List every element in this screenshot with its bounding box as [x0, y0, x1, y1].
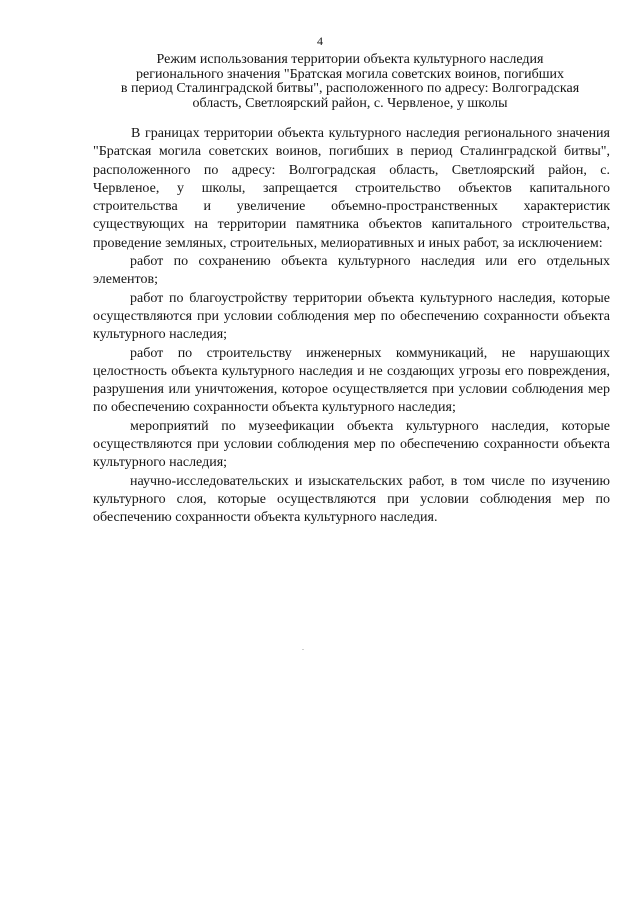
title-line: Режим использования территории объекта культурного наследия — [156, 52, 544, 67]
exception-item: работ по благоустройству территории объекта культурного наследия, которые осуществляются при условии соблюдения мер по обеспечению сохранности объекта культурного наследия; — [93, 290, 610, 343]
scan-speck — [302, 649, 304, 650]
document-title — [100, 53, 600, 111]
title-line: в период Сталинградской битвы", расположенного по адресу: Волгоградская — [120, 81, 580, 96]
document-body — [93, 125, 610, 528]
title-line: регионального значения "Братская могила советских воинов, погибших — [135, 66, 565, 82]
body-paragraph: В границах территории объекта культурного наследия регионального значения "Братская могила советских воинов, погибших в период Сталинградской битвы", расположенного по адресу: Волгоградская область, Светлоярский район, с. Червленое, у школы, запрещается строительство объектов капитального строительства и увеличение объемно-пространственных характеристик существующих на территории памятника объектов капитального строительства, проведение земляных, строительных, мелиоративных и иных работ, за исключением: — [93, 126, 610, 251]
exception-item: работ по строительству инженерных коммуникаций, не нарушающих целостность объекта культурного наследия и не создающих угрозы его повреждения, разрушения или уничтожения, которое осуществляется при условии соблюдения мер по обеспечению сохранности объекта культурного наследия; — [93, 345, 610, 416]
page-number: 4 — [317, 34, 323, 48]
title-line: область, Светлоярский район, с. Червленое, у школы — [192, 95, 508, 111]
exception-item: мероприятий по музеефикации объекта культурного наследия, которые осуществляются при условии соблюдения мер по обеспечению сохранности объекта культурного наследия; — [93, 418, 610, 471]
exception-item: научно-исследовательских и изыскательских работ, в том числе по изучению культурного слоя, которые осуществляются при условии соблюдения мер по обеспечению сохранности объекта культурного наследия. — [93, 473, 610, 526]
exception-item: работ по сохранению объекта культурного наследия или его отдельных элементов; — [93, 254, 610, 288]
